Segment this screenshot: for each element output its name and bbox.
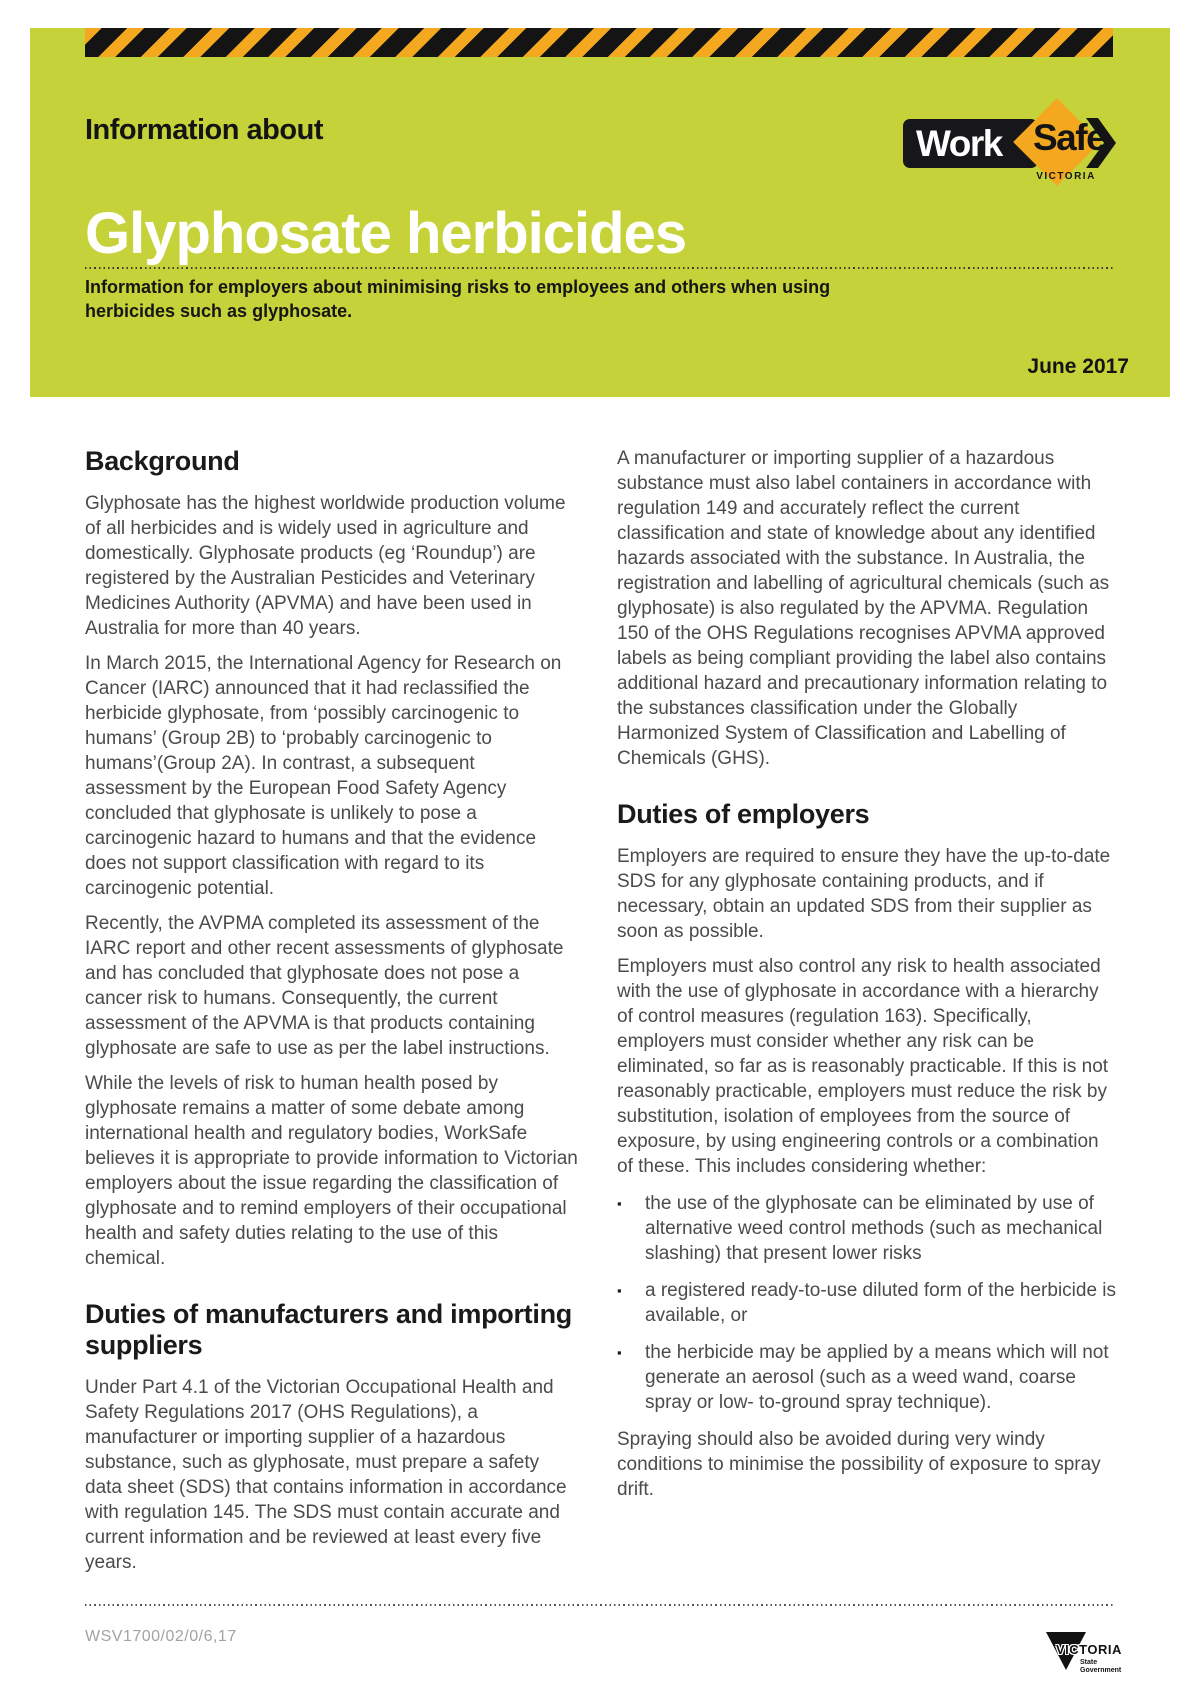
footer-divider: [85, 1603, 1115, 1606]
bullet-text: the herbicide may be applied by a means which will not generate an aerosol (such as a weed wand, coarse spray or low- to-ground spray technique).: [645, 1342, 1109, 1413]
publication-date: June 2017: [1027, 355, 1129, 378]
paragraph: In March 2015, the International Agency for Research on Cancer (IARC) announced that it had reclassified the herbicide glyphosate, from ‘possibly carcinogenic to humans’ (Group 2B) to ‘probably carcinogenic to humans’(Group 2A). In contrast, a subsequent assessment by the European Food Safety Agency concluded that glyphosate is unlikely to pose a carcinogenic hazard to humans and that the evidence does not support classification with regard to its carcinogenic potential.: [85, 653, 562, 899]
page-title: Glyphosate herbicides: [85, 201, 687, 266]
section-heading-background: Background: [85, 446, 240, 476]
body-columns: [85, 446, 1117, 1585]
bullet-item: [617, 1278, 1117, 1328]
header-divider: [85, 266, 1115, 269]
bullet-text: the use of the glyphosate can be eliminated by use of alternative weed control methods (such as mechanical slashing) that present lower risks: [645, 1193, 1103, 1264]
paragraph: Under Part 4.1 of the Victorian Occupational Health and Safety Regulations 2017 (OHS Regulations), a manufacturer or importing supplier of a hazardous substance, such as glyphosate, must prepare a safety data sheet (SDS) that contains information in accordance with regulation 145. The SDS must contain accurate and current information and be reviewed at least every five years.: [85, 1377, 567, 1573]
header-kicker: Information about: [85, 114, 323, 146]
worksafe-logo: [900, 90, 1150, 202]
section-heading-employers: Duties of employers: [617, 799, 870, 829]
paragraph: Recently, the AVPMA completed its assessment of the IARC report and other recent assessments of glyphosate and has concluded that glyphosate does not pose a cancer risk to humans. Consequently, the current assessment of the APVMA is that products containing glyphosate are safe to use as per the label instructions.: [85, 913, 564, 1059]
bullet-square-icon: ▪: [617, 1283, 622, 1298]
hazard-stripe-icon: [85, 28, 1113, 57]
victoria-subtext-line1: State: [1080, 1659, 1098, 1666]
paragraph: Employers must also control any risk to health associated with the use of glyphosate in accordance with a hierarchy of control measures (regulation 163). Specifically, employers must consider whether any risk can be eliminated, so far as is reasonably practicable. If this is not reasonably practicable, employers must reduce the risk by substitution, isolation of employees from the source of exposure, by using engineering controls or a combination of these. This includes considering whether:: [617, 956, 1109, 1177]
left-column: [85, 446, 580, 1585]
paragraph: Spraying should also be avoided during very windy conditions to minimise the possibility of exposure to spray drift.: [617, 1429, 1101, 1500]
paragraph: Glyphosate has the highest worldwide production volume of all herbicides and is widely used in agriculture and domestically. Glyphosate products (eg ‘Roundup’) are registered by the Australian Pesticides and Veterinary Medicines Authority (APVMA) and have been used in Australia for more than 40 years.: [85, 493, 566, 639]
paragraph: While the levels of risk to human health posed by glyphosate remains a matter of some debate among international health and regulatory bodies, WorkSafe believes it is appropriate to provide information to Victorian employers about the issue regarding the classification of glyphosate and to remind employers of their occupational health and safety duties relating to the use of this chemical.: [85, 1073, 578, 1269]
page-subtitle: Information for employers about minimising risks to employees and others when using herbicides such as glyphosate.: [85, 277, 831, 321]
bullet-item: [617, 1191, 1117, 1266]
paragraph: Employers are required to ensure they have the up-to-date SDS for any glyphosate containing products, and if necessary, obtain an updated SDS from their supplier as soon as possible.: [617, 846, 1111, 942]
bullet-square-icon: ▪: [617, 1196, 622, 1211]
worksafe-logo-victoria-text: VICTORIA: [1036, 171, 1096, 182]
paragraph: A manufacturer or importing supplier of a hazardous substance must also label containers in accordance with regulation 149 and accurately reflect the current classification and state of knowledge about any identified hazards associated with the substance. In Australia, the registration and labelling of agricultural chemicals (such as glyphosate) is also regulated by the APVMA. Regulation 150 of the OHS Regulations recognises APVMA approved labels as being compliant providing the label also contains additional hazard and precautionary information relating to the substances classification under the Globally Harmonized System of Classification and Labelling of Chemicals (GHS).: [617, 448, 1110, 769]
victoria-subtext-line2: Government: [1080, 1667, 1122, 1674]
bullet-text: a registered ready-to-use diluted form of the herbicide is available, or: [645, 1280, 1117, 1326]
worksafe-logo-safe-text: Safe: [1033, 117, 1106, 158]
document-code: WSV1700/02/0/6,17: [85, 1628, 237, 1645]
victoria-government-logo: [1044, 1614, 1154, 1686]
right-column: [617, 446, 1117, 1585]
header-banner: [30, 28, 1170, 397]
victoria-logo-subtext: [1080, 1659, 1121, 1675]
section-heading-manufacturers: Duties of manufacturers and importing suppliers: [85, 1299, 572, 1360]
bullet-item: [617, 1340, 1117, 1415]
victoria-logo-text: VICTORIA: [1056, 1642, 1122, 1657]
bullet-square-icon: ▪: [617, 1345, 622, 1360]
worksafe-logo-work-text: Work: [916, 122, 1002, 164]
